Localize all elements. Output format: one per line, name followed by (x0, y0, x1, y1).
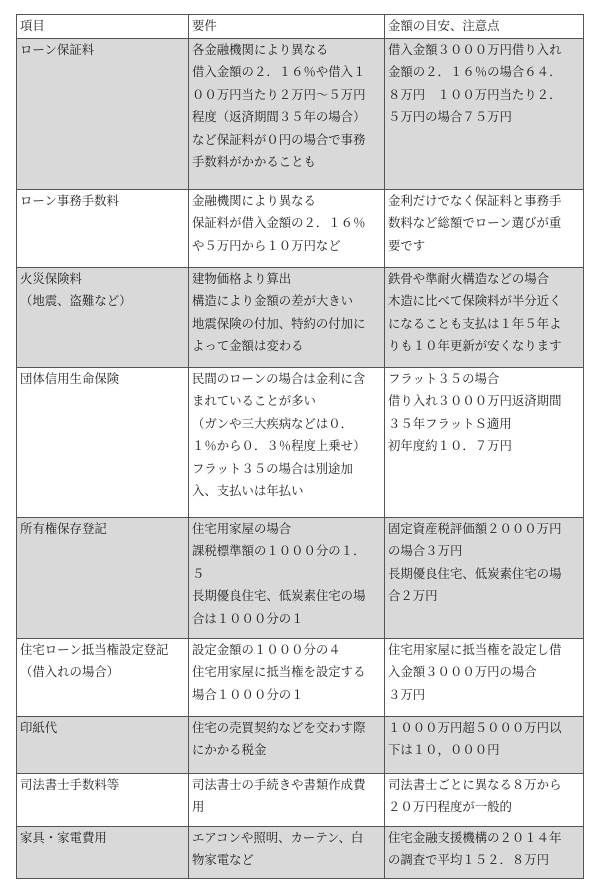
cell-line: ８万円 １００万円当たり２． (388, 86, 562, 102)
cell-line: りも１０年更新が安くなります (388, 338, 562, 353)
cell-amount (385, 638, 584, 716)
table-row (17, 367, 584, 517)
cell-line: ローン保証料 (20, 41, 95, 57)
cell-line: ５万円の場合７５万円 (388, 109, 512, 124)
cell-requirement (189, 826, 385, 878)
cell-line: 印紙代 (20, 719, 58, 735)
cell-line: 住宅金融支援機構の２０１４年 (388, 829, 562, 845)
cell-line: 金額の２．１６％の場合６４． (388, 64, 562, 79)
cell-line: 金利だけでなく保証料と事務手 (388, 192, 562, 208)
cell-line: １％から０．３％程度上乗せ） (192, 438, 366, 453)
cell-line: の調査で平均１５２．８万円 (388, 852, 550, 867)
cell-line: 金融機関により異なる (192, 192, 316, 208)
cell-item (17, 826, 189, 878)
cell-amount (385, 517, 584, 638)
cell-line: 数料など総額でローン選びが重 (388, 215, 562, 230)
cell-line: 各金融機関により異なる (192, 41, 329, 57)
cell-item (17, 716, 189, 773)
cell-amount (385, 826, 584, 878)
header-amount: 金額の目安、注意点 (385, 15, 584, 39)
cell-requirement (189, 517, 385, 638)
cell-item (17, 267, 189, 367)
cell-line: 火災保険料 (20, 270, 82, 286)
cell-amount (385, 267, 584, 367)
cell-line: 家具・家電費用 (20, 829, 107, 845)
cell-line: 要です (388, 237, 426, 253)
cell-line: （借入れの場合） (20, 664, 120, 679)
cell-line: 設定金額の１０００分の４ (192, 641, 341, 657)
table-row (17, 517, 584, 638)
cell-line: 長期優良住宅、低炭素住宅の場 (388, 565, 562, 581)
cell-amount (385, 189, 584, 267)
cell-line: の場合３万円 (388, 543, 463, 558)
cell-line: （地震、盗難など） (20, 293, 132, 308)
cell-requirement (189, 773, 385, 826)
cell-line: 司法書士の手続きや書類作成費 (192, 776, 366, 792)
cell-item (17, 773, 189, 826)
cell-line: 合は１０００分の１ (192, 610, 304, 626)
cell-line: 固定資産税評価額２０００万円 (388, 520, 562, 536)
table-row (17, 38, 584, 189)
cell-line: 場合１０００分の１ (192, 686, 304, 702)
cell-line: 建物価格より算出 (192, 270, 292, 286)
cell-requirement (189, 638, 385, 716)
cell-line: 民間のローンの場合は金利に含 (192, 370, 366, 386)
cell-requirement (189, 38, 385, 189)
cell-line: 司法書士ごとに異なる８万から (388, 776, 562, 792)
cell-line: ２０万円程度が一般的 (388, 799, 512, 814)
cell-line: 借入金額３０００万円借り入れ (388, 41, 562, 57)
cell-line: フラット３５の場合 (388, 370, 500, 386)
cell-line: 住宅ローン抵当権設定登記 (20, 641, 169, 657)
cell-item (17, 638, 189, 716)
cell-line: にかかる税金 (192, 742, 267, 757)
cell-line: ００万円当たり２万円～５万円 (192, 86, 366, 102)
cell-requirement (189, 367, 385, 517)
cell-line: ３５年フラットＳ適用 (388, 415, 512, 431)
cell-line: 鉄骨や準耐火構造などの場合 (388, 270, 550, 286)
cell-line: や５万円から１０万円など (192, 237, 341, 253)
cell-line: 手数料がかかることも (192, 154, 316, 169)
cell-line: など保証料が０円の場合で事務 (192, 131, 366, 147)
cell-amount (385, 716, 584, 773)
cell-line: 借入金額の２．１６％や借入１ (192, 64, 366, 79)
cell-line: 入金額３０００万円の場合 (388, 664, 537, 679)
cell-item (17, 38, 189, 189)
cell-line: エアコンや照明、カーテン、白 (192, 829, 364, 845)
cost-table (16, 14, 584, 879)
cell-requirement (189, 189, 385, 267)
table-row (17, 267, 584, 367)
header-requirement: 要件 (189, 15, 385, 39)
cell-amount (385, 773, 584, 826)
cell-requirement (189, 267, 385, 367)
cell-line: １０００万円超５０００万円以 (388, 719, 562, 735)
cell-amount (385, 367, 584, 517)
cell-line: 用 (192, 799, 205, 814)
cell-amount (385, 38, 584, 189)
header-item: 項目 (17, 15, 189, 39)
cell-line: フラット３５の場合は別途加 (192, 460, 353, 476)
cell-line: 住宅の売買契約などを交わす際 (192, 719, 366, 735)
cell-line: 下は１０，０００円 (388, 742, 500, 757)
table-row (17, 189, 584, 267)
table-row (17, 826, 584, 878)
cell-line: 木造に比べて保険料が半分近く (388, 293, 562, 308)
cell-requirement (189, 716, 385, 773)
cell-line: 地震保険の付加、特約の付加に (192, 315, 366, 331)
table-header-row (17, 15, 584, 39)
cell-line: になることも支払は１年５年よ (388, 315, 562, 331)
cell-line: 物家電など (192, 852, 254, 867)
cell-line: 程度（返済期間３５年の場合） (192, 109, 366, 124)
cell-line: ローン事務手数料 (20, 192, 119, 208)
cell-line: 構造により金額の差が大きい (192, 293, 354, 308)
cell-line: まれていることが多い (192, 393, 316, 408)
cell-line: 入、支払いは年払い (192, 483, 304, 498)
cell-line: よって金額は変わる (192, 338, 304, 353)
table-row (17, 773, 584, 826)
cell-line: 合２万円 (388, 588, 438, 603)
table-row (17, 638, 584, 716)
cell-line: 団体信用生命保険 (20, 370, 120, 386)
cell-item (17, 367, 189, 517)
cell-line: 住宅用家屋に抵当権を設定し借 (388, 641, 562, 657)
cell-line: ５ (192, 565, 205, 581)
table-row (17, 716, 584, 773)
cell-line: 長期優良住宅、低炭素住宅の場 (192, 588, 366, 603)
cell-line: 課税標準額の１０００分の１． (192, 543, 366, 558)
cell-line: 住宅用家屋の場合 (192, 520, 292, 536)
cell-item (17, 189, 189, 267)
cell-line: 住宅用家屋に抵当権を設定する (192, 664, 366, 679)
cell-line: 保証料が借入金額の２．１６％ (192, 215, 366, 230)
cell-line: ３万円 (388, 686, 426, 702)
cell-line: 借り入れ３０００万円返済期間 (388, 393, 562, 408)
cell-item (17, 517, 189, 638)
cell-line: （ガンや三大疾病などは０． (192, 415, 354, 431)
cell-line: 所有権保存登記 (20, 520, 107, 536)
cell-line: 初年度約１０．７万円 (388, 438, 512, 453)
cell-line: 司法書士手数料等 (20, 776, 120, 792)
